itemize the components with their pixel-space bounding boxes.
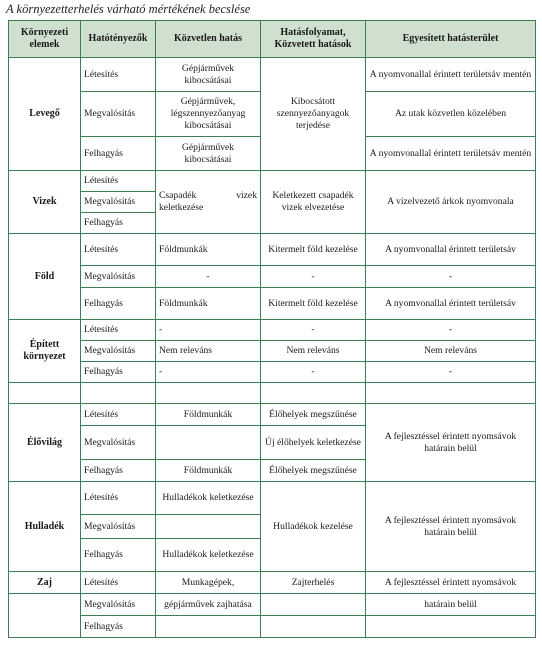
activity-cell: Létesítés xyxy=(81,404,156,426)
element-fold: Föld xyxy=(9,234,81,320)
area-cell: A vízelvezető árkok nyomvonala xyxy=(366,171,536,234)
process-cell: Nem releváns xyxy=(261,341,366,362)
header-row xyxy=(9,21,536,58)
element-levego: Levegő xyxy=(9,58,81,171)
area-cell: A nyomvonallal érintett területsáv xyxy=(366,288,536,320)
direct-cell: Nem releváns xyxy=(156,341,261,362)
process-cell: Hulladékok kezelése xyxy=(261,482,366,572)
activity-cell: Felhagyás xyxy=(81,362,156,383)
activity-cell: Létesítés xyxy=(81,320,156,341)
direct-cell: Gépjárművek, légszennyezőanyag kibocsátásai xyxy=(156,92,261,137)
empty-cell xyxy=(366,383,536,404)
area-cell: A nyomvonallal érintett területsáv mentén xyxy=(366,58,536,92)
empty-cell xyxy=(9,383,81,404)
header-factors: Hatótényezők xyxy=(81,21,156,58)
activity-cell: Felhagyás xyxy=(81,539,156,572)
table-row xyxy=(9,572,536,594)
activity-cell: Megvalósítás xyxy=(81,92,156,137)
area-cell: A fejlesztéssel érintett nyomsávok határain belül xyxy=(366,404,536,482)
area-cell: A nyomvonallal érintett területsáv xyxy=(366,234,536,266)
direct-cell xyxy=(156,616,261,638)
direct-cell: Földmunkák xyxy=(156,288,261,320)
element-vizek: Vizek xyxy=(9,171,81,234)
activity-cell: Felhagyás xyxy=(81,288,156,320)
direct-cell xyxy=(156,426,261,460)
empty-cell xyxy=(261,383,366,404)
area-cell: - xyxy=(366,362,536,383)
direct-cell: Gépjárművek kibocsátásai xyxy=(156,58,261,92)
process-cell: Kibocsátott szennyezőanyagok terjedése xyxy=(261,58,366,171)
process-cell: Élőhelyek megszűnése xyxy=(261,404,366,426)
table-row xyxy=(9,266,536,288)
header-elements: Környezeti elemek xyxy=(9,21,81,58)
area-cell: A nyomvonallal érintett területsáv mentén xyxy=(366,137,536,171)
area-cell: határain belül xyxy=(366,594,536,616)
direct-cell: Földmunkák xyxy=(156,234,261,266)
activity-cell: Megvalósítás xyxy=(81,515,156,539)
direct-cell: - xyxy=(156,266,261,288)
header-direct: Közvetlen hatás xyxy=(156,21,261,58)
table-row xyxy=(9,404,536,426)
activity-cell: Létesítés xyxy=(81,482,156,515)
area-cell: - xyxy=(366,320,536,341)
activity-cell: Megvalósítás xyxy=(81,426,156,460)
table-caption: A környezetterhelés várható mértékének becslése xyxy=(6,2,251,16)
table-row xyxy=(9,171,536,192)
table-row xyxy=(9,362,536,383)
table-row xyxy=(9,482,536,515)
direct-cell: gépjárművek zajhatása xyxy=(156,594,261,616)
area-cell: A fejlesztéssel érintett nyomsávok xyxy=(366,572,536,594)
empty-cell xyxy=(9,594,81,638)
process-cell: Kitermelt föld kezelése xyxy=(261,234,366,266)
activity-cell: Létesítés xyxy=(81,572,156,594)
direct-cell: Munkagépek, xyxy=(156,572,261,594)
table-row xyxy=(9,341,536,362)
direct-cell: Földmunkák xyxy=(156,404,261,426)
table-row xyxy=(9,616,536,638)
activity-cell: Felhagyás xyxy=(81,213,156,234)
activity-cell: Megvalósítás xyxy=(81,341,156,362)
table-row-empty xyxy=(9,383,536,404)
direct-cell: Gépjárművek kibocsátásai xyxy=(156,137,261,171)
header-area: Egyesített hatásterület xyxy=(366,21,536,58)
direct-cell: Csapadék vizek keletkezése xyxy=(156,171,261,234)
process-cell: - xyxy=(261,266,366,288)
activity-cell: Megvalósítás xyxy=(81,266,156,288)
element-zaj: Zaj xyxy=(9,572,81,594)
direct-cell: - xyxy=(156,362,261,383)
direct-cell: Hulladékok keletkezése xyxy=(156,482,261,515)
activity-cell: Felhagyás xyxy=(81,460,156,482)
impact-table xyxy=(8,20,536,638)
activity-cell: Létesítés xyxy=(81,58,156,92)
element-elovilag: Élővilág xyxy=(9,404,81,482)
area-cell: - xyxy=(366,266,536,288)
direct-cell: - xyxy=(156,320,261,341)
activity-cell: Létesítés xyxy=(81,171,156,192)
element-epitett: Épített környezet xyxy=(9,320,81,383)
element-hulladek: Hulladék xyxy=(9,482,81,572)
process-cell: Keletkezett csapadék vizek elvezetése xyxy=(261,171,366,234)
direct-cell: Hulladékok keletkezése xyxy=(156,539,261,572)
process-cell: - xyxy=(261,362,366,383)
process-cell: - xyxy=(261,320,366,341)
direct-cell: Földmunkák xyxy=(156,460,261,482)
process-cell: Élőhelyek megszűnése xyxy=(261,460,366,482)
header-process: Hatásfolyamat, Közvetett hatások xyxy=(261,21,366,58)
process-cell: Kitermelt föld kezelése xyxy=(261,288,366,320)
table-row xyxy=(9,288,536,320)
empty-cell xyxy=(81,383,156,404)
activity-cell: Megvalósítás xyxy=(81,594,156,616)
process-cell xyxy=(261,594,366,616)
activity-cell: Felhagyás xyxy=(81,616,156,638)
area-cell: A fejlesztéssel érintett nyomsávok határain belül xyxy=(366,482,536,572)
activity-cell: Felhagyás xyxy=(81,137,156,171)
process-cell: Új élőhelyek keletkezése xyxy=(261,426,366,460)
table-row xyxy=(9,58,536,92)
direct-cell xyxy=(156,515,261,539)
empty-cell xyxy=(156,383,261,404)
area-cell: Az utak közvetlen közelében xyxy=(366,92,536,137)
table-row xyxy=(9,594,536,616)
area-cell: Nem releváns xyxy=(366,341,536,362)
process-cell: Zajterhelés xyxy=(261,572,366,594)
table-row xyxy=(9,234,536,266)
table-row xyxy=(9,320,536,341)
activity-cell: Megvalósítás xyxy=(81,192,156,213)
activity-cell: Létesítés xyxy=(81,234,156,266)
area-cell xyxy=(366,616,536,638)
process-cell xyxy=(261,616,366,638)
